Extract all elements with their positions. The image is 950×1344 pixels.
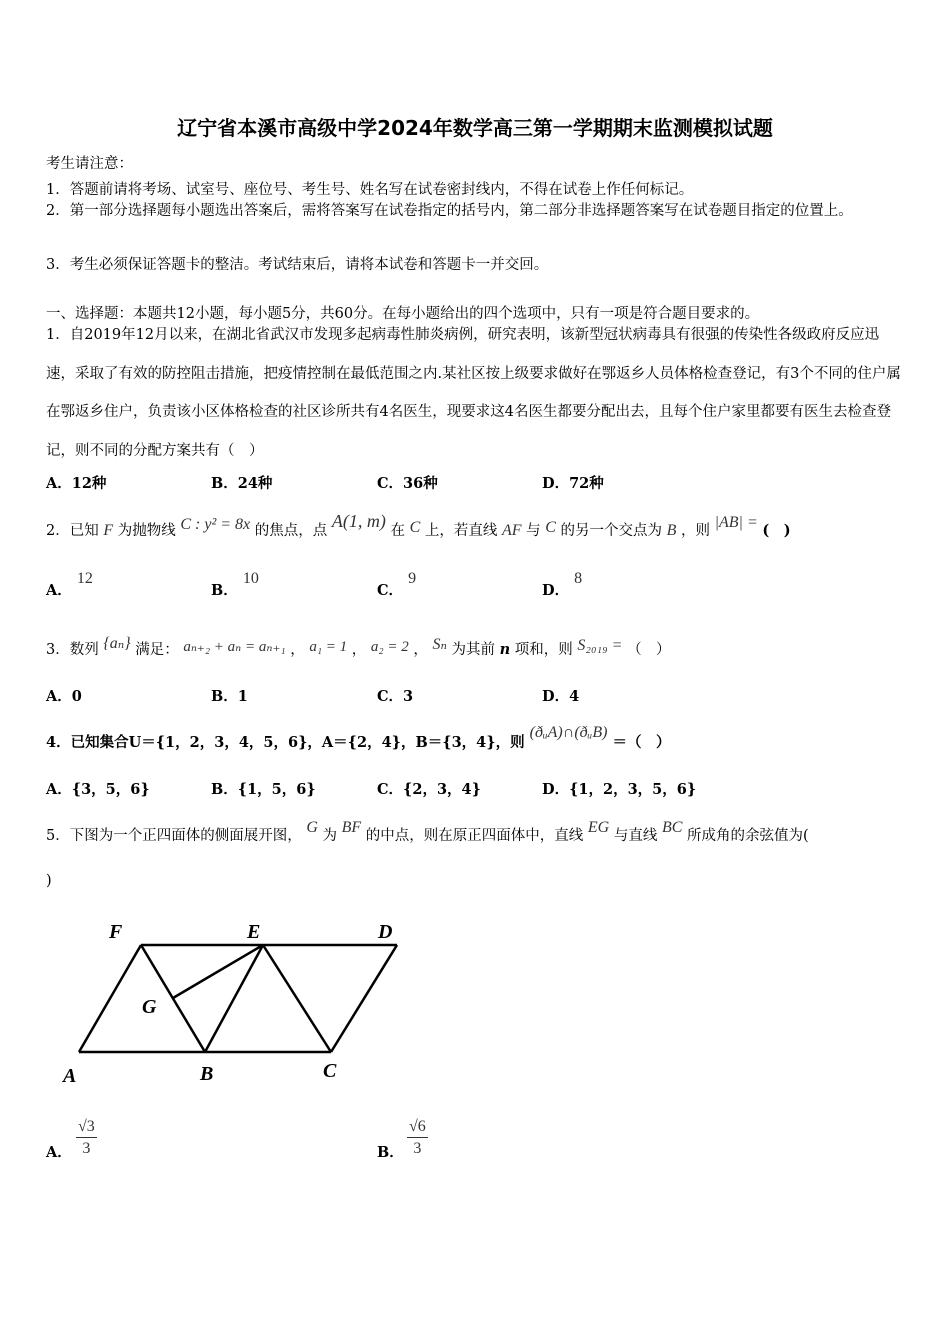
q3-text: 为其前 [451, 642, 496, 658]
q4-option-d: D．{1，2，3，5，6} [542, 781, 697, 798]
q2-text: 与 [526, 523, 541, 539]
q3-text: 项和，则 [514, 642, 573, 658]
q3-text: 3．数列 [46, 642, 99, 658]
q3-option-a: A．0 [46, 688, 82, 705]
edge [79, 945, 141, 1052]
math-n: n [499, 641, 511, 658]
tetrahedron-net-figure [55, 915, 415, 1090]
vertex-label-a: A [63, 1065, 77, 1087]
q2-text: 的另一个交点为 [560, 523, 662, 539]
q2-text: ，则 [681, 523, 710, 539]
math-EG: EG [587, 819, 610, 836]
fraction-numerator: √6 [407, 1118, 428, 1138]
math-curve: C : y² = 8x [180, 516, 251, 533]
q5-text: ) [46, 873, 52, 889]
q5-option-a-value [76, 1118, 97, 1158]
math-BC: BC [661, 819, 683, 836]
option-label: C． [377, 582, 404, 599]
q5-text: 的中点，则在原正四面体中，直线 [365, 828, 584, 844]
fraction-denominator: 3 [82, 1140, 91, 1157]
q2-option-a [46, 570, 93, 600]
q4-option-c: C．{2，3，4} [377, 781, 481, 798]
q1-option-d: D．72种 [542, 475, 604, 492]
answer-paren: ( ) [762, 522, 791, 539]
option-label: A． [46, 582, 72, 599]
notice-item: 2．第一部分选择题每小题选出答案后，需将答案写在试卷指定的括号内，第二部分非选择题答案写在试卷题目指定的位置上。 [46, 203, 853, 219]
math-F: F [103, 522, 114, 539]
math-point-a: A(1, m) [331, 511, 386, 531]
vertex-label-d: D [378, 921, 393, 943]
section-heading: 一、选择题：本题共12小题，每小题5分，共60分。在每小题给出的四个选项中，只有一项是符合题目要求的。 [46, 306, 760, 322]
fraction-numerator: √3 [76, 1118, 97, 1138]
notice-item: 3．考生必须保证答题卡的整洁。考试结束后，请将本试卷和答题卡一并交回。 [46, 257, 549, 273]
vertex-label-g: G [142, 996, 157, 1018]
q2-stem [46, 511, 791, 540]
q2-option-d [542, 570, 583, 600]
q1-option-a: A．12种 [46, 475, 107, 492]
q1-option-b: B．24种 [211, 475, 273, 492]
vertex-label-c: C [323, 1060, 337, 1082]
q3-option-c: C．3 [377, 688, 414, 705]
edge [263, 945, 331, 1052]
q3-option-d: D．4 [542, 688, 580, 705]
q2-text: 为抛物线 [117, 523, 176, 539]
q2-text: 上，若直线 [424, 523, 498, 539]
q1-stem: 1．自2019年12月以来，在湖北省武汉市发现多起病毒性肺炎病例，研究表明，该新型冠状病毒具有很强的传染性各级政府反应迅速，采取了有效的防控阻击措施，把疫情控制在最低范围之内.某社区按上级要求做好在鄂返乡人员体格检查登记，有3个不同的住户属在鄂返乡住户，负责该小区体格检查的社区诊所共有4名医生，现要求这4名医生都要分配出去，且每个住户家里都要有医生去检查登记，则不同的分配方案共有（ ） [46, 327, 901, 459]
q1-option-c: C．36种 [377, 475, 438, 492]
q2-text: 在 [390, 523, 405, 539]
option-value: 10 [242, 570, 259, 587]
math-sn: Sₙ [432, 636, 447, 653]
edge [331, 945, 397, 1052]
q5-option-b-value [407, 1118, 428, 1158]
q5-stem [46, 819, 809, 845]
option-label: D． [542, 582, 570, 599]
math-BF: BF [341, 819, 362, 836]
math-a1: a₁ = 1 [309, 639, 348, 655]
q2-option-b [211, 570, 259, 600]
math-a2: a₂ = 2 [370, 639, 409, 655]
q4-stem [46, 724, 671, 752]
q4-text: 4．已知集合U＝{1，2，3，4，5，6}，A＝{2，4}，B＝{3，4}，则 [46, 734, 525, 751]
option-label: B． [211, 582, 238, 599]
option-value: 9 [408, 570, 417, 587]
answer-paren: （ ） [627, 642, 671, 658]
q4-text: ＝（ ） [612, 734, 671, 751]
q3-text: ， [413, 642, 428, 658]
q3-text: 满足： [135, 642, 179, 658]
page-title: 辽宁省本溪市高级中学2024年数学高三第一学期期末监测模拟试题 [177, 116, 773, 140]
q5-option-b-label: B． [377, 1144, 404, 1161]
q5-text: 与直线 [613, 828, 658, 844]
math-abs-ab: |AB| = [714, 514, 758, 531]
q4-option-a: A．{3，5，6} [46, 781, 150, 798]
math-C: C [409, 519, 421, 536]
notice-item: 1．答题前请将考场、试室号、座位号、考生号、姓名写在试卷密封线内，不得在试卷上作任何标记。 [46, 182, 694, 198]
fraction-denominator: 3 [413, 1140, 422, 1157]
q3-text: ， [351, 642, 367, 658]
option-value: 12 [76, 570, 93, 587]
notice-heading: 考生请注意： [46, 156, 133, 172]
math-set-expr: (ðᵤA)∩(ðᵤB) [529, 724, 608, 741]
math-recurrence: aₙ₊₂ + aₙ = aₙ₊₁ [183, 639, 286, 655]
q4-option-b: B．{1，5，6} [211, 781, 316, 798]
q5-option-a-label: A． [46, 1144, 72, 1161]
math-G: G [306, 819, 318, 836]
vertex-label-f: F [109, 921, 123, 943]
q3-text: ， [290, 642, 305, 658]
option-value: 8 [574, 570, 583, 587]
q5-text: 为 [322, 828, 338, 844]
math-B: B [666, 522, 677, 539]
vertex-label-e: E [247, 921, 261, 943]
math-C: C [545, 519, 556, 536]
q5-text: 5．下图为一个正四面体的侧面展开图， [46, 828, 302, 844]
q5-text: 所成角的余弦值为( [687, 828, 809, 844]
math-seq: {aₙ} [103, 635, 131, 652]
q3-stem [46, 635, 671, 659]
q2-text: 2．已知 [46, 523, 99, 539]
q2-option-c [377, 570, 417, 600]
math-AF: AF [501, 522, 522, 539]
vertex-label-b: B [200, 1063, 214, 1085]
q2-text: 的焦点，点 [254, 523, 328, 539]
math-s2019: S₂₀₁₉ = [577, 637, 623, 654]
q3-option-b: B．1 [211, 688, 248, 705]
